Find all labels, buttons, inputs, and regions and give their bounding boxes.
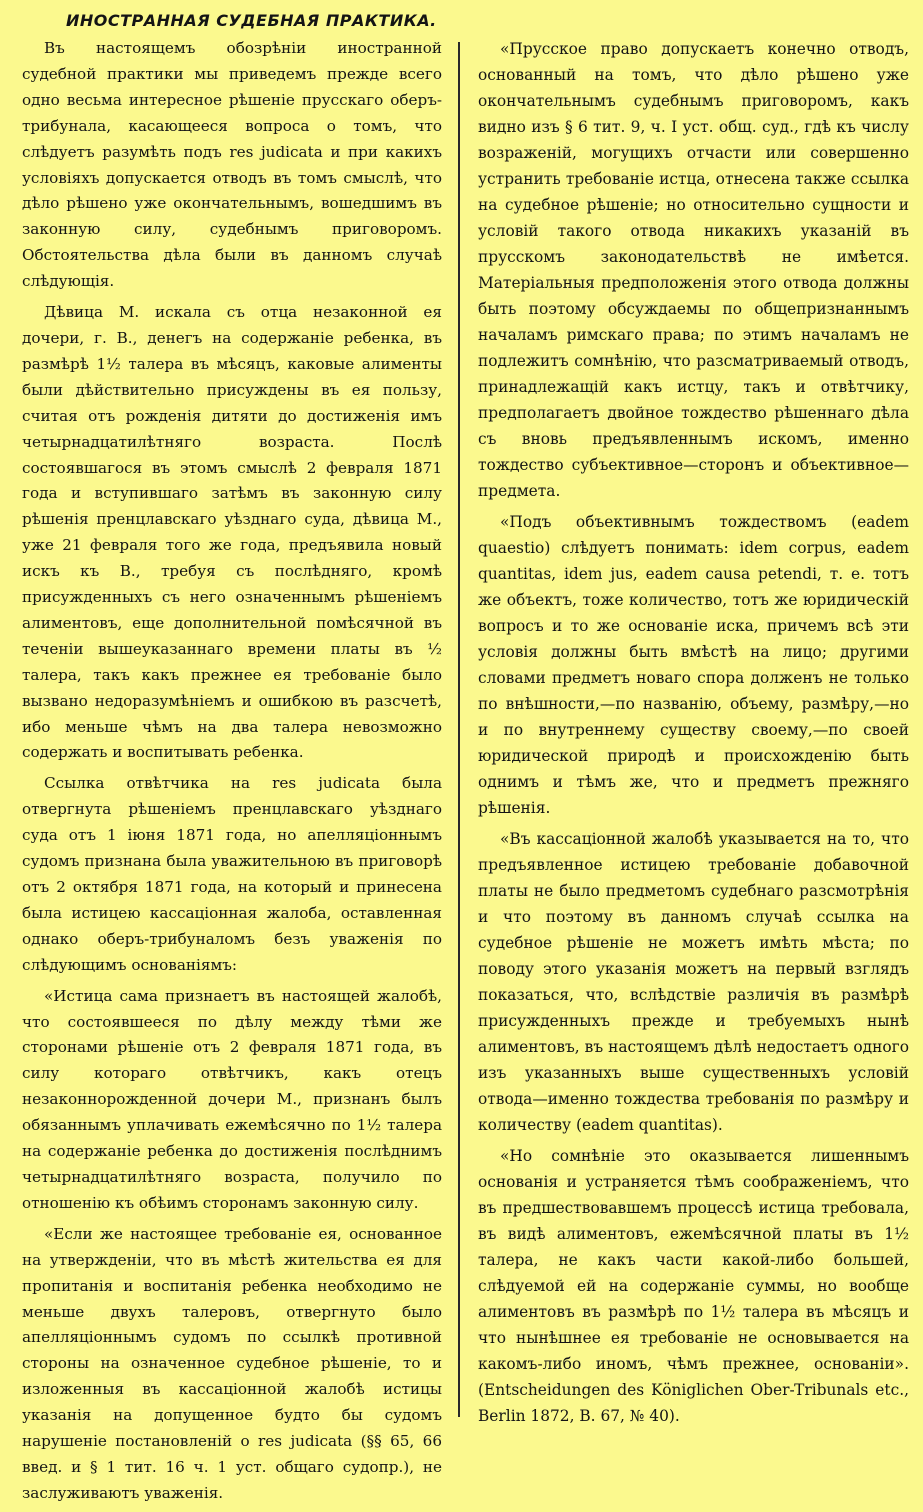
left-column xyxy=(22,0,442,1512)
right-column xyxy=(478,0,909,1434)
paragraph: Дѣвица М. искала съ отца незаконной ея дочери, г. В., денегъ на содержаніе ребенка, въ размѣрѣ 1½ талера въ мѣсяцъ, каковые алименты были дѣйствительно присуждены въ ея пользу, считая отъ рожденія дитяти до достиженія имъ четырнадцатилѣтняго возраста. Послѣ состоявшагося въ этомъ смыслѣ 2 февраля 1871 года и вступившаго затѣмъ въ законную силу рѣшенія пренцлавскаго уѣзднаго суда, дѣвица М., уже 21 февраля того же года, предъявила новый искъ къ В., требуя съ послѣдняго, кромѣ присужденныхъ съ него означеннымъ рѣшеніемъ алиментовъ, еще дополнительной помѣсячной въ теченіи вышеуказаннаго времени платы въ ½ талера, такъ какъ прежнее ея требованіе было вызвано недоразумѣніемъ и ошибкою въ разсчетѣ, ибо меньше чѣмъ на два талера невозможно содержать и воспитывать ребенка. xyxy=(22,303,442,762)
paragraph: Въ настоящемъ обозрѣніи иностранной судебной практики мы приведемъ прежде всего одно весьма интересное рѣшеніе прусскаго оберъ-трибунала, касающееся вопроса о томъ, что слѣдуетъ разумѣть подъ res judicata и при какихъ условіяхъ допускается отводъ въ томъ смыслѣ, что дѣло рѣшено уже окончательнымъ, вошедшимъ въ законную силу, судебнымъ приговоромъ. Обстоятельства дѣла были въ данномъ случаѣ слѣдующія. xyxy=(22,39,442,291)
article-title: ИНОСТРАННАЯ СУДЕБНАЯ ПРАКТИКА. xyxy=(66,11,437,30)
column-divider xyxy=(458,42,460,1417)
paragraph: «Подъ объективнымъ тождествомъ (eadem quaestio) слѣдуетъ понимать: idem corpus, eadem quantitas, idem jus, eadem causa petendi, т. е. тотъ же объектъ, тоже количество, тотъ же юридическій вопросъ и то же основаніе иска, причемъ всѣ эти условія должны быть вмѣстѣ на лицо; другими словами предметъ новаго спора долженъ не только по внѣшности,—по названію, объему, размѣру,—но и по внутреннему существу своему,—по своей юридической природѣ и происхожденію быть однимъ и тѣмъ же, что и предметъ прежняго рѣшенія. xyxy=(478,513,909,817)
paragraph: «Истица сама признаетъ въ настоящей жалобѣ, что состоявшееся по дѣлу между тѣми же сторонами рѣшеніе отъ 2 февраля 1871 года, въ силу котораго отвѣтчикъ, какъ отецъ незаконнорожденной дочери М., признанъ былъ обязаннымъ уплачивать ежемѣсячно по 1½ талера на содержаніе ребенка до достиженія послѣднимъ четырнадцатилѣтняго возраста, получило по отношенію къ обѣимъ сторонамъ законную силу. xyxy=(22,986,442,1212)
paragraph: «Если же настоящее требованіе ея, основанное на утвержденіи, что въ мѣстѣ жительства ея для пропитанія и воспитанія ребенка необходимо не меньше двухъ талеровъ, отвергнуто было апелляціоннымъ судомъ по ссылкѣ противной стороны на означенное судебное рѣшеніе, то и изложенныя въ кассаціонной жалобѣ истицы указанія на допущенное будто бы судомъ нарушеніе постановленій о res judicata (§§ 65, 66 введ. и § 1 тит. 16 ч. 1 уст. общаго судопр.), не заслуживаютъ уваженія. xyxy=(22,1224,442,1502)
paragraph: «Но сомнѣніе это оказывается лишеннымъ основанія и устраняется тѣмъ соображеніемъ, что въ предшествовавшемъ процессѣ истица требовала, въ видѣ алиментовъ, ежемѣсячной платы въ 1½ талера, не какъ части какой-либо большей, слѣдуемой ей на содержаніе суммы, но вообще алиментовъ въ размѣрѣ по 1½ талера въ мѣсяцъ и что нынѣшнее ея требованіе не основывается на какомъ-либо иномъ, чѣмъ прежнее, основаніи». (Entscheidungen des Königlichen Ober-Tribunals etc., Berlin 1872, B. 67, № 40). xyxy=(478,1147,909,1425)
paragraph: «Въ кассаціонной жалобѣ указывается на то, что предъявленное истицею требованіе добавочной платы не было предметомъ судебнаго разсмотрѣнія и что поэтому въ данномъ случаѣ ссылка на судебное рѣшеніе не можетъ имѣть мѣста; по поводу этого указанія можетъ на первый взглядъ показаться, что, вслѣдствіе различія въ размѣрѣ присужденныхъ прежде и требуемыхъ нынѣ алиментовъ, въ настоящемъ дѣлѣ недостаетъ одного изъ указанныхъ выше существенныхъ условій отвода—именно тождества требованія по размѣру и количеству (eadem quantitas). xyxy=(478,830,909,1134)
paragraph: Ссылка отвѣтчика на res judicata была отвергнута рѣшеніемъ пренцлавскаго уѣзднаго суда отъ 1 іюня 1871 года, но апелляціоннымъ судомъ признана была уважительною въ приговорѣ отъ 2 октября 1871 года, на который и принесена была истицею кассаціонная жалоба, оставленная однако оберъ-трибуналомъ безъ уваженія по слѣдующимъ основаніямъ: xyxy=(22,774,442,974)
paragraph: «Прусское право допускаетъ конечно отводъ, основанный на томъ, что дѣло рѣшено уже окончательнымъ судебнымъ приговоромъ, какъ видно изъ § 6 тит. 9, ч. I уст. общ. суд., гдѣ къ числу возраженій, могущихъ отчасти или совершенно устранить требованіе истца, отнесена также ссылка на судебное рѣшеніе; но относительно сущности и условій такого отвода никакихъ указаній въ прусскомъ законодательствѣ не имѣется. Матеріальныя предположенія этого отвода должны быть поэтому обсуждаемы по общепризнаннымъ началамъ римскаго права; по этимъ началамъ не подлежитъ сомнѣнію, что разсматриваемый отводъ, принадлежащій какъ истцу, такъ и отвѣтчику, предполагаетъ двойное тождество рѣшеннаго дѣла съ вновь предъявленнымъ искомъ, именно тождество субъективное—сторонъ и объективное—предмета. xyxy=(478,40,909,500)
